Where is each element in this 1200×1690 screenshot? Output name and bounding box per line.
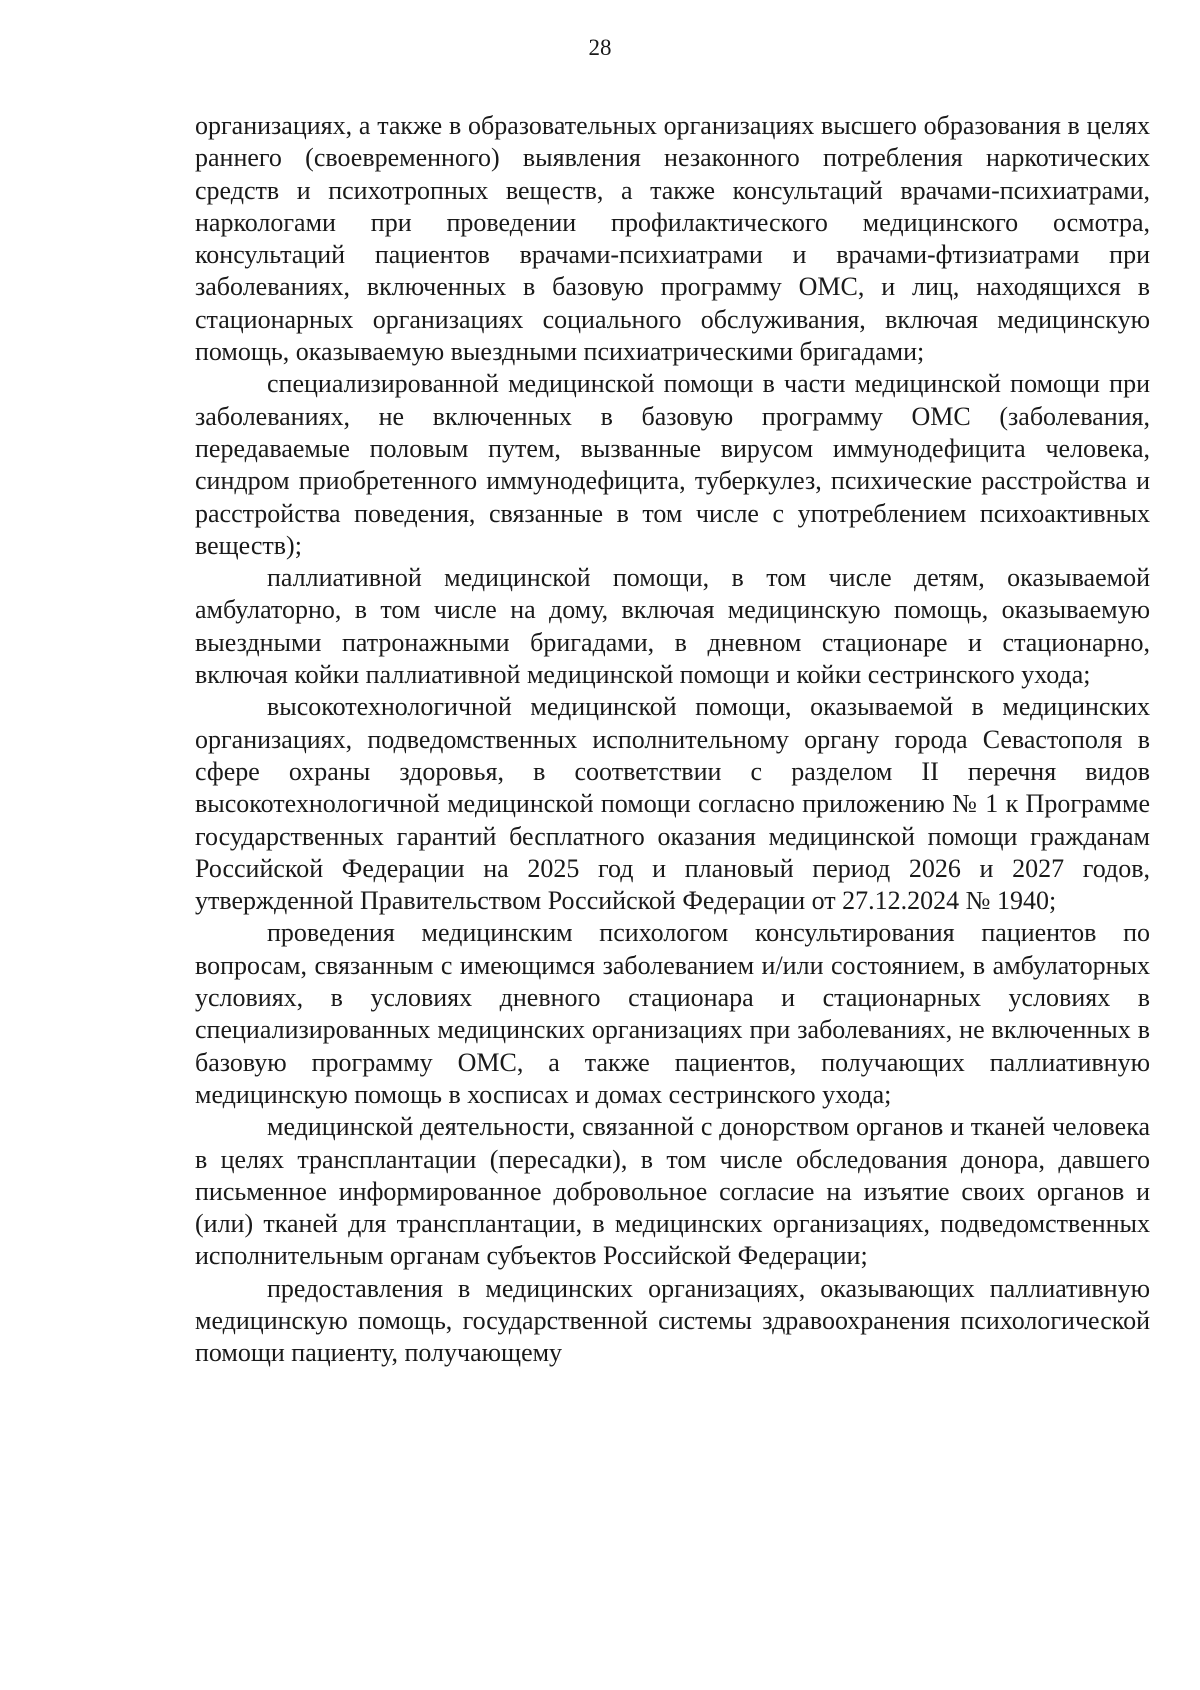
document-body bbox=[195, 110, 1150, 1370]
page-number: 28 bbox=[588, 35, 612, 60]
paragraph-continuation: организациях, а также в образовательных организациях высшего образования в целях раннего (своевременного) выявления незаконного потребления наркотических средств и психотропных веществ, а также консультаций врачами-психиатрами, наркологами при проведении профилактического медицинского осмотра, консультаций пациентов врачами-психиатрами и врачами-фтизиатрами при заболеваниях, включенных в базовую программу ОМС, и лиц, находящихся в стационарных организациях социального обслуживания, включая медицинскую помощь, оказываемую выездными психиатрическими бригадами; bbox=[195, 111, 1150, 367]
paragraph-psychological-help: предоставления в медицинских организациях, оказывающих паллиативную медицинскую помощь, государственной системы здравоохранения психологической помощи пациенту, получающему bbox=[195, 1273, 1150, 1368]
paragraph-specialized-care: специализированной медицинской помощи в части медицинской помощи при заболеваниях, не включенных в базовую программу ОМС (заболевания, передаваемые половым путем, вызванные вирусом иммунодефицита человека, синдром приобретенного иммунодефицита, туберкулез, психические расстройства и расстройства поведения, связанные в том числе с употреблением психоактивных веществ); bbox=[195, 369, 1150, 560]
paragraph-psychologist-consulting: проведения медицинским психологом консультирования пациентов по вопросам, связанным с имеющимся заболеванием и/или состоянием, в амбулаторных условиях, в условиях дневного стационара и стационарных условиях в специализированных медицинских организациях при заболеваниях, не включенных в базовую программу ОМС, а также пациентов, получающих паллиативную медицинскую помощь в хосписах и домах сестринского ухода; bbox=[195, 918, 1150, 1109]
paragraph-palliative-care: паллиативной медицинской помощи, в том числе детям, оказываемой амбулаторно, в том числе на дому, включая медицинскую помощь, оказываемую выездными патронажными бригадами, в дневном стационаре и стационарно, включая койки паллиативной медицинской помощи и койки сестринского ухода; bbox=[195, 563, 1150, 690]
paragraph-organ-donation: медицинской деятельности, связанной с донорством органов и тканей человека в целях трансплантации (пересадки), в том числе обследования донора, давшего письменное информированное добровольное согласие на изъятие своих органов и (или) тканей для трансплантации, в медицинских организациях, подведомственных исполнительным органам субъектов Российской Федерации; bbox=[195, 1112, 1150, 1271]
paragraph-high-tech-care: высокотехнологичной медицинской помощи, оказываемой в медицинских организациях, подведомственных исполнительному органу города Севастополя в сфере охраны здоровья, в соответствии с разделом II перечня видов высокотехнологичной медицинской помощи согласно приложению № 1 к Программе государственных гарантий бесплатного оказания медицинской помощи гражданам Российской Федерации на 2025 год и плановый период 2026 и 2027 годов, утвержденной Правительством Российской Федерации от 27.12.2024 № 1940; bbox=[195, 692, 1150, 916]
